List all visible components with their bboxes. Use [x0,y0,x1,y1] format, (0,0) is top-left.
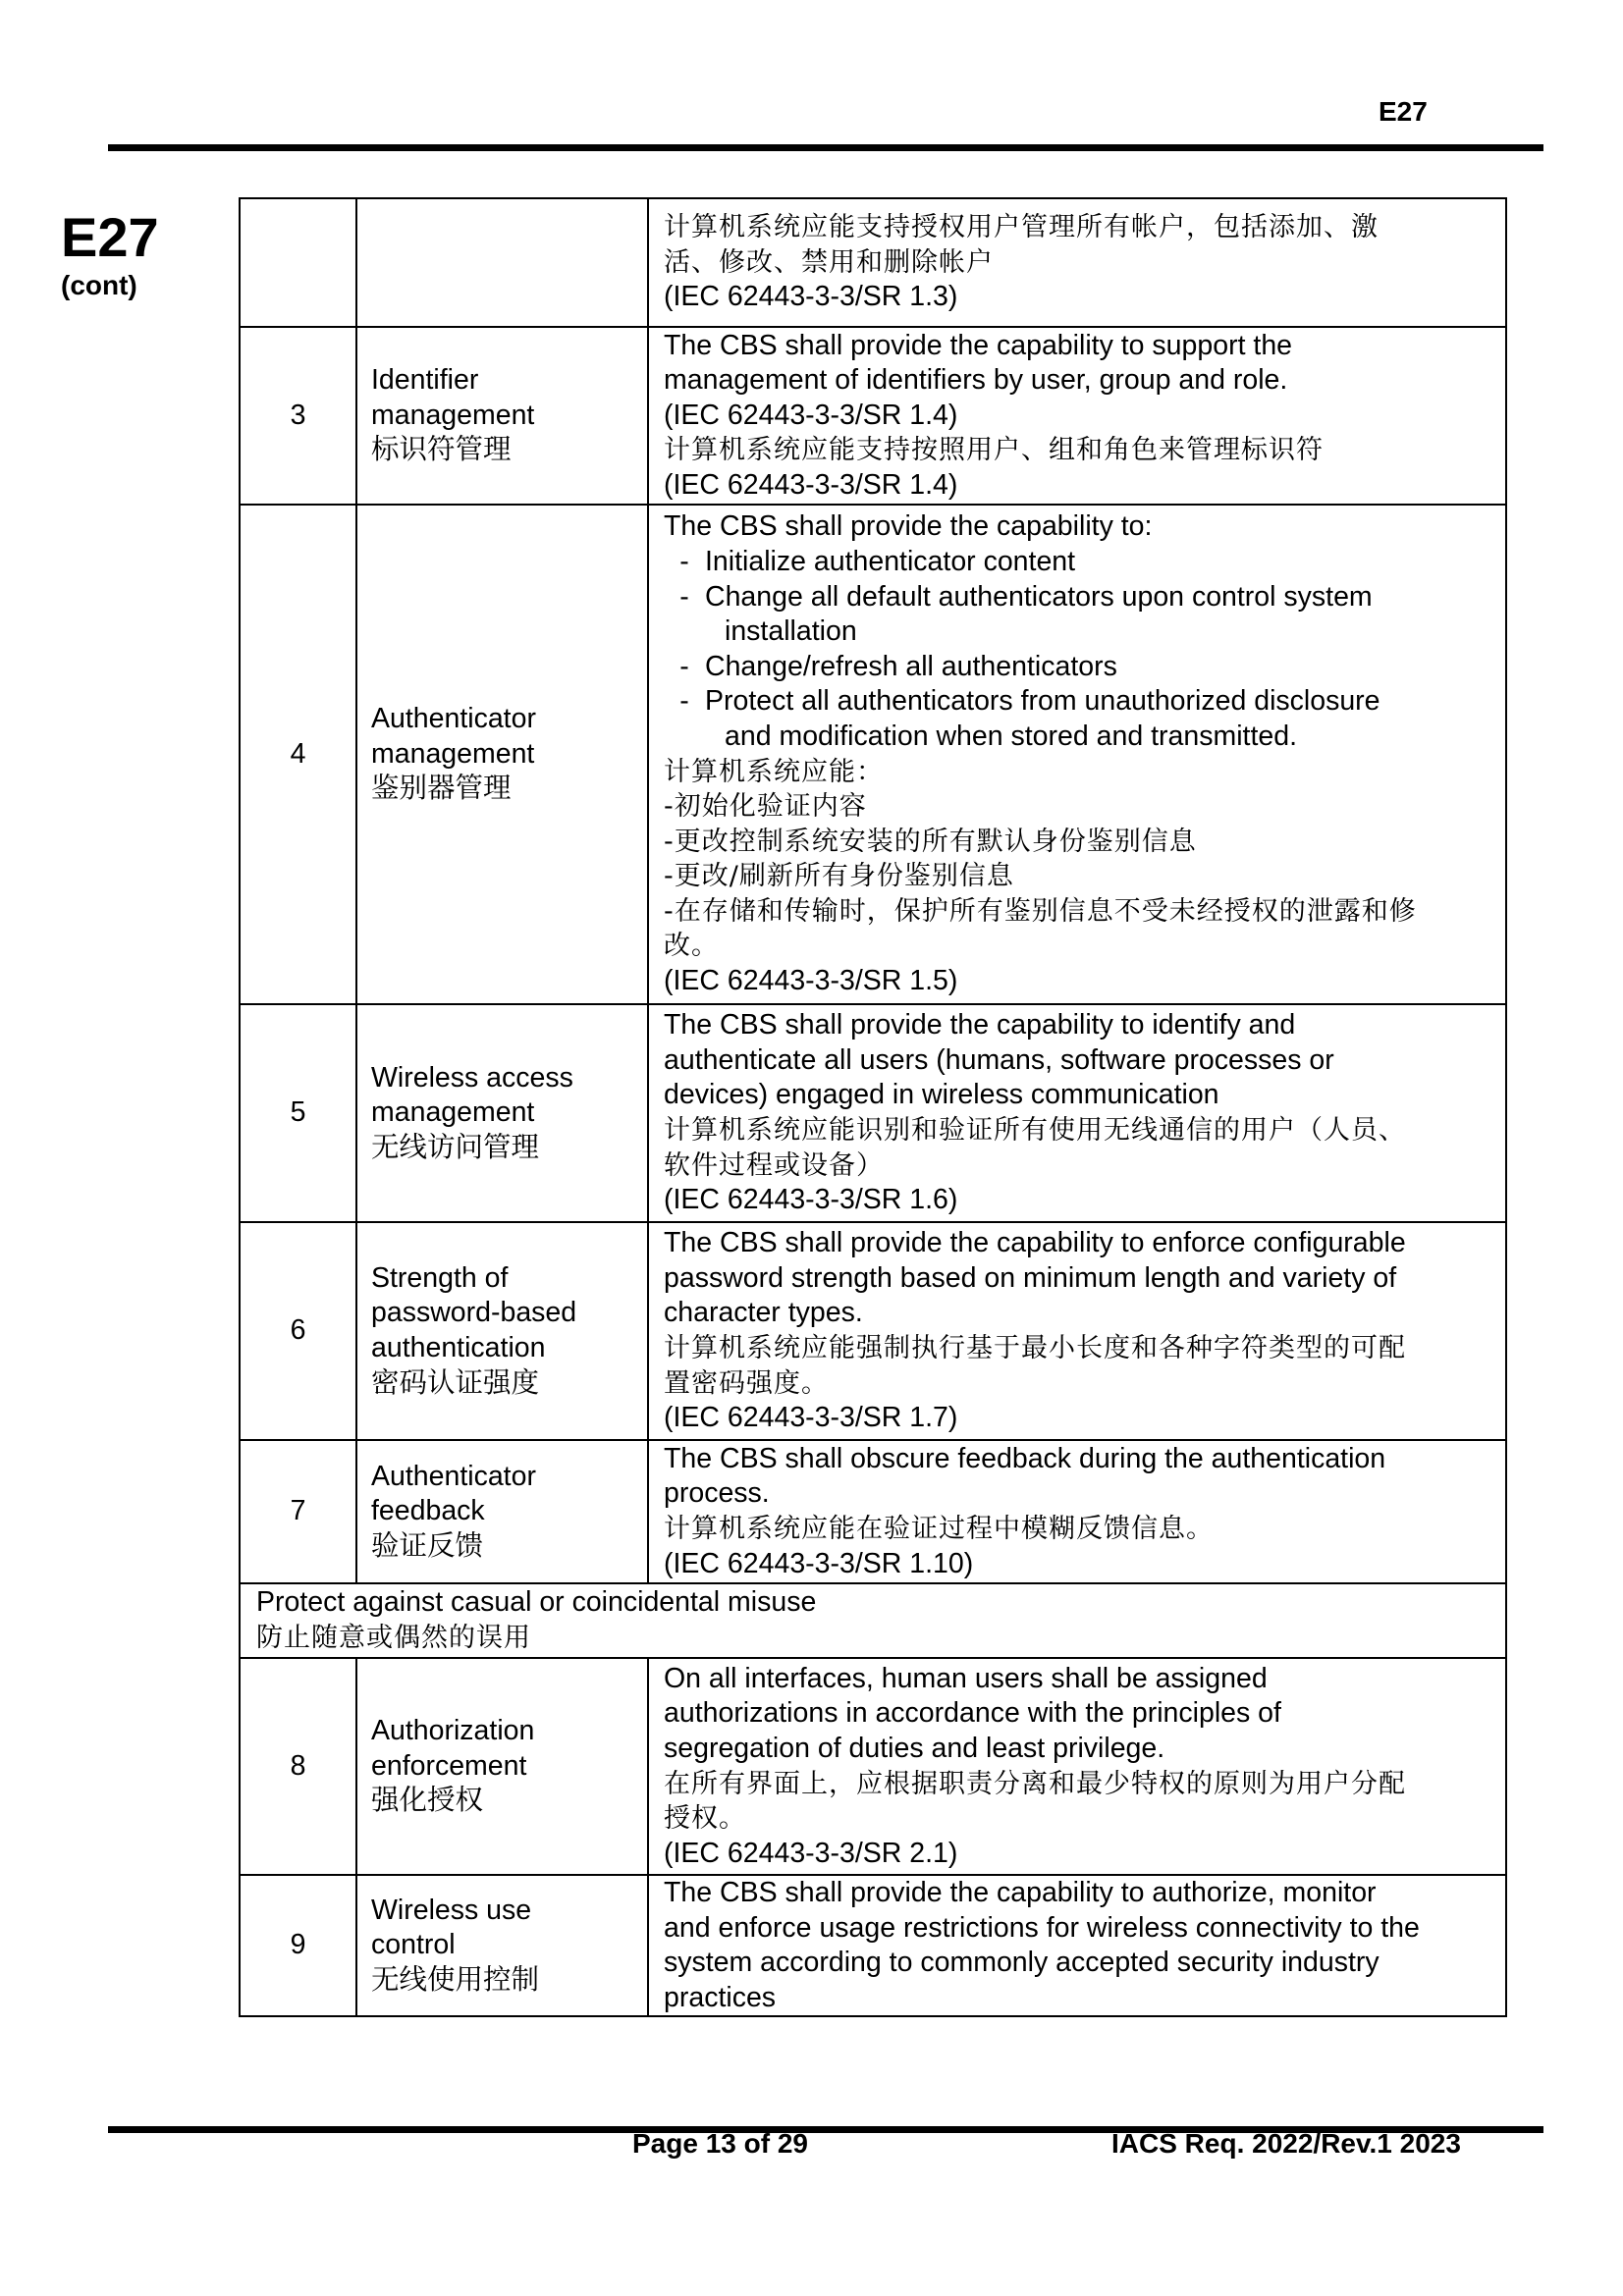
description-line: The CBS shall obscure feedback during the authentication [664,1442,1386,1474]
requirement-name-line: 鉴别器管理 [371,773,512,805]
description-line: (IEC 62443-3-3/SR 1.4) [664,468,958,501]
section-heading [240,1583,1506,1658]
requirement-description [648,1440,1506,1583]
table-row [240,198,1506,327]
requirement-name [356,1004,648,1222]
requirement-name-line: password-based [371,1297,577,1329]
requirement-name-line: enforcement [371,1749,527,1782]
side-label [61,208,159,302]
requirement-description [648,505,1506,1004]
requirement-description [648,1004,1506,1222]
table-row [240,1004,1506,1222]
description-line: authorizations in accordance with the principles of [664,1697,1281,1730]
description-line: devices) engaged in wireless communication [664,1079,1219,1111]
description-line: 活、修改、禁用和删除帐户 [664,246,994,278]
table-row [240,327,1506,505]
requirement-name [356,505,648,1004]
bullet-continuation: installation [725,615,857,648]
description-line: (IEC 62443-3-3/SR 1.5) [664,965,958,997]
description-line: -初始化验证内容 [664,791,867,823]
description-line: (IEC 62443-3-3/SR 1.7) [664,1402,958,1434]
table-row [240,1440,1506,1583]
description-line: (IEC 62443-3-3/SR 1.10) [664,1547,974,1579]
description-line: (IEC 62443-3-3/SR 1.4) [664,399,958,431]
requirement-name [356,1440,648,1583]
description-line: 软件过程或设备） [664,1149,884,1181]
requirement-name-line: 标识符管理 [371,434,512,466]
page-number: Page 13 of 29 [632,2128,808,2159]
requirement-name-line: management [371,737,535,770]
bullet-text: Change/refresh all authenticators [705,650,1117,682]
bullet-item [664,684,1501,720]
description-line: character types. [664,1297,863,1329]
requirement-number [240,198,356,327]
header-document-code: E27 [1379,96,1428,127]
description-line: 计算机系统应能： [664,756,884,787]
description-line: 计算机系统应能在验证过程中模糊反馈信息。 [664,1514,1214,1544]
table-row [240,1583,1506,1658]
requirement-name [356,1875,648,2016]
document-reference: IACS Req. 2022/Rev.1 2023 [1111,2128,1461,2159]
requirement-name-line: Wireless access [371,1061,573,1094]
requirement-name-line: authentication [371,1332,546,1363]
description-line: 计算机系统应能支持授权用户管理所有帐户，包括添加、激 [664,212,1379,243]
section-heading-line: Protect against casual or coincidental misuse [256,1586,817,1619]
bullet-continuation: and modification when stored and transmitted. [725,720,1297,752]
description-line: practices [664,1981,777,2013]
description-line: 计算机系统应能强制执行基于最小长度和各种字符类型的可配 [664,1333,1406,1363]
description-line: segregation of duties and least privilege. [664,1732,1165,1764]
description-line: (IEC 62443-3-3/SR 1.6) [664,1184,958,1216]
bullet-text: Protect all authenticators from unauthorized disclosure [705,685,1380,718]
requirement-number: 4 [240,505,356,1004]
description-line: (IEC 62443-3-3/SR 1.3) [664,281,958,313]
requirement-description [648,1875,1506,2016]
bullet-item [664,650,1501,685]
bullet-item [664,580,1501,615]
bullet-item [664,545,1501,580]
requirements-table [239,197,1507,2017]
description-line: (IEC 62443-3-3/SR 2.1) [664,1837,958,1869]
description-line: The CBS shall provide the capability to identify and [664,1009,1296,1041]
requirement-number: 7 [240,1440,356,1583]
requirement-name-line: Wireless use [371,1894,532,1926]
description-line: and enforce usage restrictions for wireless connectivity to the [664,1911,1420,1944]
description-line: password strength based on minimum length and variety of [664,1261,1397,1294]
bullet-text: Initialize authenticator content [705,545,1076,577]
requirement-name-line: Authenticator [371,703,536,735]
description-line: -更改/刷新所有身份鉴别信息 [664,861,1014,892]
bullet-dash: - [679,545,689,577]
header-rule [108,144,1543,151]
description-intro: The CBS shall provide the capability to: [664,510,1153,543]
description-line: system according to commonly accepted security industry [664,1947,1380,1979]
bullet-text: Change all default authenticators upon control system [705,580,1373,613]
description-line: 计算机系统应能识别和验证所有使用无线通信的用户（人员、 [664,1115,1406,1146]
requirement-number: 9 [240,1875,356,2016]
description-line: 置密码强度。 [664,1367,829,1399]
requirement-number: 3 [240,327,356,505]
description-line: 计算机系统应能支持按照用户、组和角色来管理标识符 [664,435,1324,466]
description-line: 在所有界面上，应根据职责分离和最少特权的原则为用户分配 [664,1768,1406,1799]
requirement-name-line: Identifier [371,364,479,397]
side-cont: (cont) [61,270,137,300]
description-line: The CBS shall provide the capability to authorize, monitor [664,1877,1377,1908]
requirement-name [356,1658,648,1875]
requirement-name-line: 无线访问管理 [371,1131,540,1163]
requirement-name-line: 强化授权 [371,1785,484,1817]
requirement-number: 8 [240,1658,356,1875]
requirement-name-line: Authenticator [371,1460,536,1492]
table-row [240,1875,1506,2016]
requirement-name-line: 无线使用控制 [371,1963,540,1996]
description-line: management of identifiers by user, group and role. [664,364,1288,397]
description-line: -更改控制系统安装的所有默认身份鉴别信息 [664,826,1197,857]
requirement-name [356,327,648,505]
requirement-description [648,1658,1506,1875]
bullet-dash: - [679,685,689,718]
requirement-name-line: 密码认证强度 [371,1366,540,1399]
requirement-name-line: 验证反馈 [371,1529,484,1562]
description-line: process. [664,1477,770,1510]
description-line: -在存储和传输时，保护所有鉴别信息不受未经授权的泄露和修 [664,895,1417,927]
bullet-dash: - [679,650,689,682]
description-line: 改。 [664,931,719,962]
requirement-name-line: control [371,1929,456,1961]
requirement-description [648,327,1506,505]
bullet-dash: - [679,580,689,613]
requirement-name-line: management [371,1096,535,1129]
requirement-name-line: Strength of [371,1261,509,1294]
requirement-name-line: Authorization [371,1715,535,1747]
requirement-name [356,1222,648,1440]
requirement-name [356,198,648,327]
description-line: authenticate all users (humans, software processes or [664,1043,1334,1076]
description-line: On all interfaces, human users shall be assigned [664,1662,1268,1694]
requirement-number: 6 [240,1222,356,1440]
table-row [240,505,1506,1004]
requirement-number: 5 [240,1004,356,1222]
description-line: The CBS shall provide the capability to support the [664,329,1293,361]
requirement-description [648,1222,1506,1440]
requirement-name-line: management [371,399,535,431]
section-heading-line: 防止随意或偶然的误用 [256,1623,531,1653]
side-code: E27 [61,206,159,268]
table-row [240,1658,1506,1875]
description-line: 授权。 [664,1803,746,1835]
table-row [240,1222,1506,1440]
requirement-name-line: feedback [371,1495,485,1527]
description-line: The CBS shall provide the capability to enforce configurable [664,1227,1406,1259]
requirement-description [648,198,1506,327]
